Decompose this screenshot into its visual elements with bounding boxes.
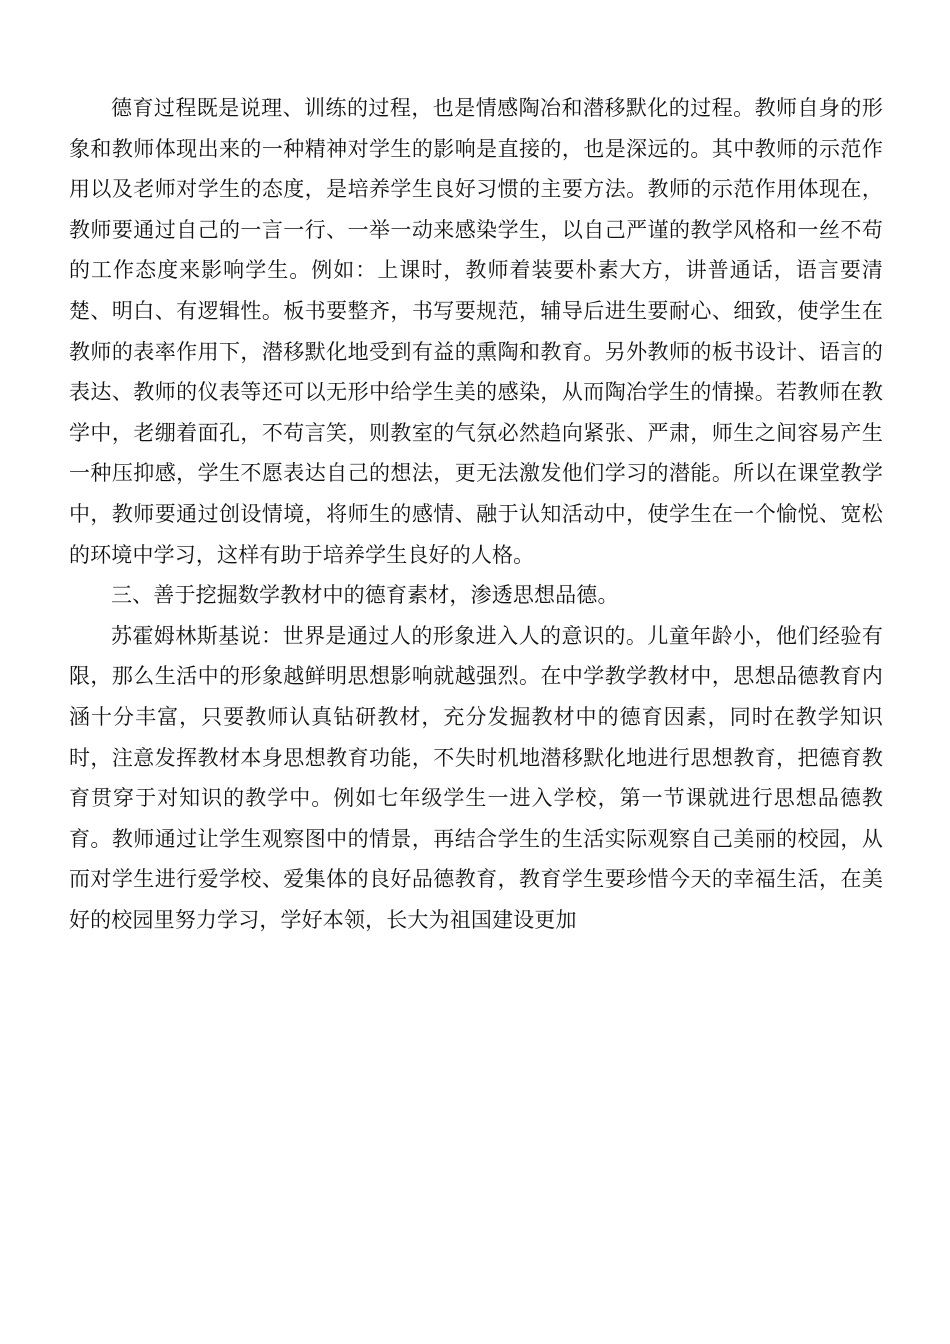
paragraph-teacher-example: 德育过程既是说理、训练的过程，也是情感陶冶和潜移默化的过程。教师自身的形象和教师体现出来的一种精神对学生的影响是直接的，也是深远的。其中教师的示范作用以及老师对学生的态度，是培养学生良好习惯的主要方法。教师的示范作用体现在，教师要通过自己的一言一行、一举一动来感染学生，以自己严谨的教学风格和一丝不苟的工作态度来影响学生。例如：上课时，教师着装要朴素大方，讲普通话，语言要清楚、明白、有逻辑性。板书要整齐，书写要规范，辅导后进生要耐心、细致，使学生在教师的表率作用下，潜移默化地受到有益的熏陶和教育。另外教师的板书设计、语言的表达、教师的仪表等还可以无形中给学生美的感染，从而陶冶学生的情操。若教师在教学中，老绷着面孔，不苟言笑，则教室的气氛必然趋向紧张、严肃，师生之间容易产生一种压抑感，学生不愿表达自己的想法，更无法激发他们学习的潜能。所以在课堂教学中，教师要通过创设情境，将师生的感情、融于认知活动中，使学生在一个愉悦、宽松的环境中学习，这样有助于培养学生良好的人格。	[69, 96, 883, 567]
paragraph-textbook-moral-education: 苏霍姆林斯基说：世界是通过人的形象进入人的意识的。儿童年龄小，他们经验有限，那么生活中的形象越鲜明思想影响就越强烈。在中学教学教材中，思想品德教育内涵十分丰富，只要教师认真钻研教材，充分发掘教材中的德育因素，同时在教学知识时，注意发挥教材本身思想教育功能，不失时机地潜移默化地进行思想教育，把德育教育贯穿于对知识的教学中。例如七年级学生一进入学校，第一节课就进行思想品德教育。教师通过让学生观察图中的情景，再结合学生的生活实际观察自己美丽的校园，从而对学生进行爱学校、爱集体的良好品德教育，教育学生要珍惜今天的幸福生活，在美好的校园里努力学习，学好本领，长大为祖国建设更加	[69, 623, 883, 932]
document-body	[69, 88, 883, 940]
section-heading-three: 三、善于挖掘数学教材中的德育素材，渗透思想品德。	[111, 583, 619, 608]
